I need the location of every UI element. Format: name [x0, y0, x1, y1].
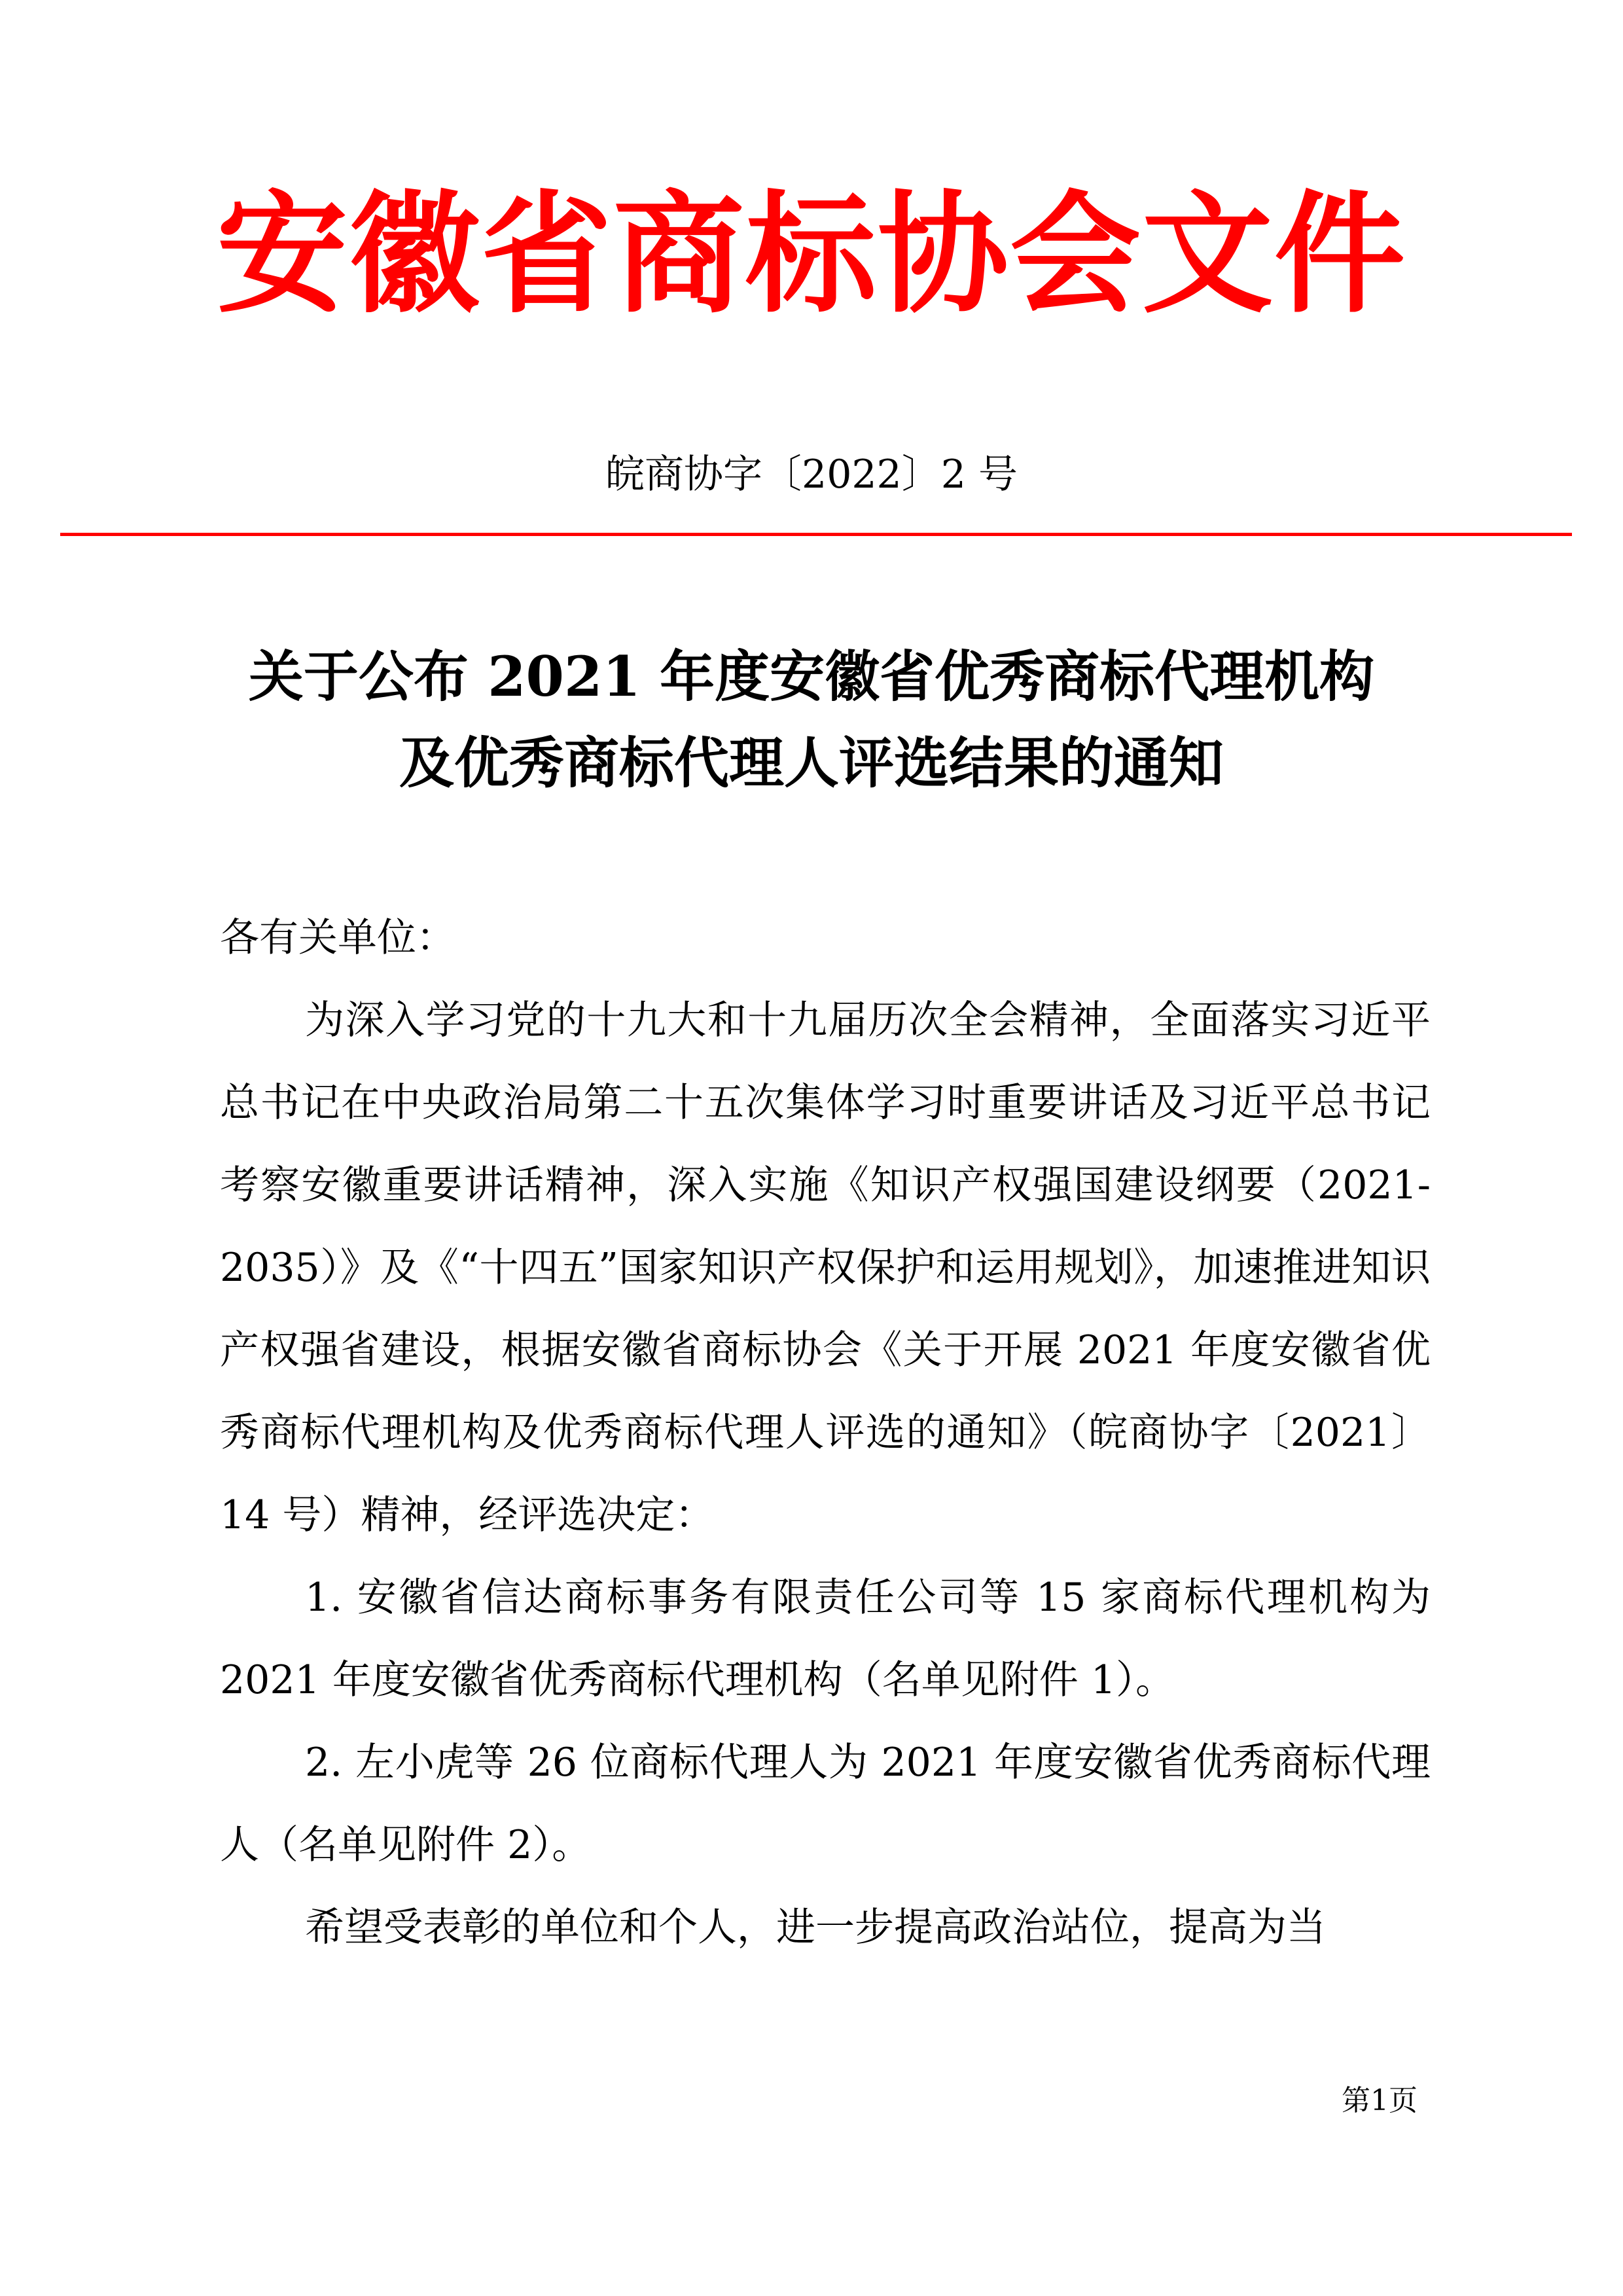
notice-body	[220, 897, 1431, 1969]
notice-title-line: 及优秀商标代理人评选结果的通知	[399, 730, 1224, 795]
page-number: 第1页	[1342, 2084, 1418, 2117]
document-masthead: 安徽省商标协会文件	[216, 179, 1406, 331]
decision-item-1: 1. 安徽省信达商标事务有限责任公司等 15 家商标代理机构为 2021 年度安徽省优秀商标代理机构（名单见附件 1）。	[220, 1575, 1431, 1703]
document-number: 皖商协字〔2022〕2 号	[605, 452, 1018, 497]
red-divider-line	[60, 533, 1572, 536]
body-paragraph: 为深入学习党的十九大和十九届历次全会精神，全面落实习近平总书记在中央政治局第二十五次集体学习时重要讲话及习近平总书记考察安徽重要讲话精神，深入实施《知识产权强国建设纲要（2021-2035）》及《“十四五”国家知识产权保护和运用规划》，加速推进知识产权强省建设，根据安徽省商标协会《关于开展 2021 年度安徽省优秀商标代理机构及优秀商标代理人评选的通知》（皖商协字〔2021〕14 号）精神，经评选决定：	[220, 997, 1431, 1538]
decision-item-2: 2. 左小虎等 26 位商标代理人为 2021 年度安徽省优秀商标代理人（名单见附件 2）。	[220, 1740, 1431, 1868]
notice-title-line: 关于公布 2021 年度安徽省优秀商标代理机构	[248, 644, 1375, 709]
salutation: 各有关单位：	[220, 915, 455, 961]
notice-title	[0, 634, 1623, 806]
body-paragraph: 希望受表彰的单位和个人，进一步提高政治站位，提高为当	[305, 1905, 1326, 1950]
